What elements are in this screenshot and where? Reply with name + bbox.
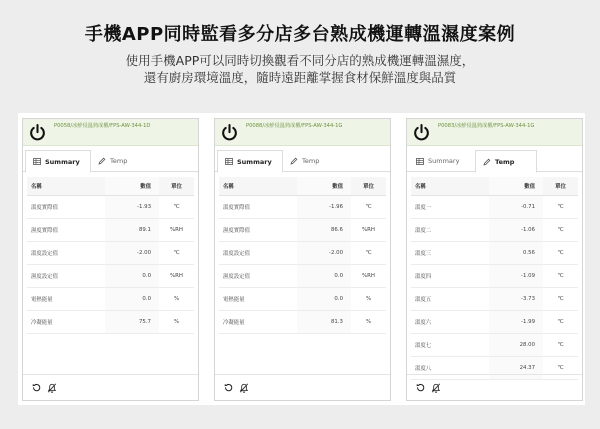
table-row [219,218,386,241]
table-row [219,264,386,287]
table-icon [225,158,233,165]
cell-value: 24.37 [489,356,543,379]
table-row [27,264,194,287]
cell-name: 溫度四 [411,264,489,287]
cell-name: 冷凝能量 [219,310,297,333]
tab-temp[interactable] [283,150,345,172]
table-header-row [27,177,194,195]
cell-name: 溫度七 [411,333,489,356]
table-row [411,310,578,333]
table-row [411,333,578,356]
cell-unit: ℃ [543,287,578,310]
tab-temp[interactable] [91,150,153,172]
tab-summary[interactable] [409,150,475,172]
cell-value: -3.73 [489,287,543,310]
tab-bar [23,150,198,172]
cell-name: 溫度八 [411,356,489,379]
cell-value: 0.0 [105,264,159,287]
table-row [27,287,194,310]
tab-summary[interactable] [25,150,91,173]
panel-footer [407,374,582,400]
cell-unit: ℃ [543,241,578,264]
readings-table [411,177,578,380]
readings-table [27,177,194,334]
cell-name: 溫度設定值 [27,241,105,264]
cell-name: 電熱能量 [219,287,297,310]
power-icon[interactable] [28,123,47,142]
table-row [219,310,386,333]
cell-value: -2.00 [105,241,159,264]
tab-temp-label: Temp [110,157,128,165]
cell-name: 溫度設定值 [219,241,297,264]
tab-temp[interactable] [475,150,537,173]
tab-summary[interactable] [217,150,283,173]
cell-value: -1.93 [105,195,159,218]
column-header-name: 名稱 [219,177,297,195]
cell-name: 溫度一 [411,195,489,218]
cell-unit: %RH [159,218,194,241]
device-title: P0088/冰鮮侵溫熟成櫃/FPS-AW-344-1G [246,123,343,129]
table-header-row [411,177,578,195]
pen-icon [98,157,106,165]
cell-unit: ℃ [543,333,578,356]
device-title: P0083/冰鮮侵溫熟成櫃/FPS-AW-344-1G [438,123,535,129]
table-header-row [219,177,386,195]
column-header-value: 數值 [105,177,159,195]
cell-unit: ℃ [543,264,578,287]
pen-icon [483,158,491,166]
panel-footer [23,374,198,400]
tab-bar [407,150,582,172]
cell-name: 冷凝能量 [27,310,105,333]
cell-name: 溫度二 [411,218,489,241]
cell-name: 溫度實際值 [27,195,105,218]
subtitle-line-2: 還有廚房環境溫度，隨時遠距離掌握食材保鮮溫度與品質 [143,70,457,85]
cell-unit: ℃ [543,356,578,379]
cell-unit: % [159,287,194,310]
cell-unit: ℃ [351,241,386,264]
cell-name: 溫度六 [411,310,489,333]
cell-unit: %RH [351,264,386,287]
cell-value: -2.00 [297,241,351,264]
power-icon[interactable] [412,123,431,142]
column-header-unit: 單位 [159,177,194,195]
cell-name: 溫度五 [411,287,489,310]
tab-bar [215,150,390,172]
cell-value: -1.06 [489,218,543,241]
cell-value: 0.56 [489,241,543,264]
device-panel-1 [22,118,199,401]
cell-value: 89.1 [105,218,159,241]
tab-temp-label: Temp [495,157,515,166]
cell-unit: ℃ [159,241,194,264]
tab-temp-label: Temp [302,157,320,165]
cell-value: 0.0 [105,287,159,310]
cell-value: -1.99 [489,310,543,333]
cell-value: -1.96 [297,195,351,218]
cell-name: 濕度設定值 [27,264,105,287]
page-subtitle [0,52,600,86]
device-title: P0058/冰鮮侵溫熟成櫃/FPS-AW-344-1D [54,123,151,129]
cell-value: 0.0 [297,264,351,287]
column-header-name: 名稱 [411,177,489,195]
cell-name: 濕度實際值 [27,218,105,241]
cell-value: 86.6 [297,218,351,241]
cell-value: -0.71 [489,195,543,218]
refresh-icon[interactable] [416,383,425,392]
cell-unit: %RH [351,218,386,241]
table-row [411,264,578,287]
table-row [219,241,386,264]
subtitle-line-1: 使用手機APP可以同時切換觀看不同分店的熟成機運轉溫濕度， [125,53,475,68]
cell-unit: ℃ [543,195,578,218]
readings-table [219,177,386,334]
table-row [27,241,194,264]
table-row [411,241,578,264]
power-icon[interactable] [220,123,239,142]
cell-name: 溫度三 [411,241,489,264]
table-row [27,310,194,333]
device-panel-3 [406,118,583,401]
bell-off-icon[interactable] [239,383,249,393]
panel-footer [215,374,390,400]
table-row [411,218,578,241]
pen-icon [290,157,298,165]
panel-header [407,119,582,146]
cell-value: 28.00 [489,333,543,356]
column-header-unit: 單位 [351,177,386,195]
cell-unit: %RH [159,264,194,287]
cell-unit: % [351,287,386,310]
cell-unit: ℃ [543,310,578,333]
tab-summary-label: Summary [45,157,80,166]
table-row [411,195,578,218]
cell-value: 81.3 [297,310,351,333]
table-row [27,218,194,241]
cell-value: -1.09 [489,264,543,287]
table-row [219,287,386,310]
cell-name: 電熱能量 [27,287,105,310]
table-icon [416,158,424,165]
cell-name: 濕度實際值 [219,218,297,241]
column-header-value: 數值 [297,177,351,195]
column-header-value: 數值 [489,177,543,195]
table-row [411,287,578,310]
cell-unit: ℃ [351,195,386,218]
refresh-icon[interactable] [224,383,233,392]
bell-off-icon[interactable] [431,383,441,393]
refresh-icon[interactable] [32,383,41,392]
cell-unit: ℃ [543,218,578,241]
page-title: 手機APP同時監看多分店多台熟成機運轉溫濕度案例 [84,24,516,45]
cell-unit: % [351,310,386,333]
cell-name: 濕度設定值 [219,264,297,287]
device-panel-2 [214,118,391,401]
panel-header [215,119,390,146]
cell-unit: % [159,310,194,333]
cell-value: 75.7 [105,310,159,333]
app-screens-area [18,113,585,405]
column-header-name: 名稱 [27,177,105,195]
cell-value: 0.0 [297,287,351,310]
table-row [27,195,194,218]
cell-unit: ℃ [159,195,194,218]
cell-name: 溫度實際值 [219,195,297,218]
table-icon [33,158,41,165]
panel-header [23,119,198,146]
column-header-unit: 單位 [543,177,578,195]
tab-summary-label: Summary [428,157,460,165]
table-row [219,195,386,218]
tab-summary-label: Summary [237,157,272,166]
bell-off-icon[interactable] [47,383,57,393]
